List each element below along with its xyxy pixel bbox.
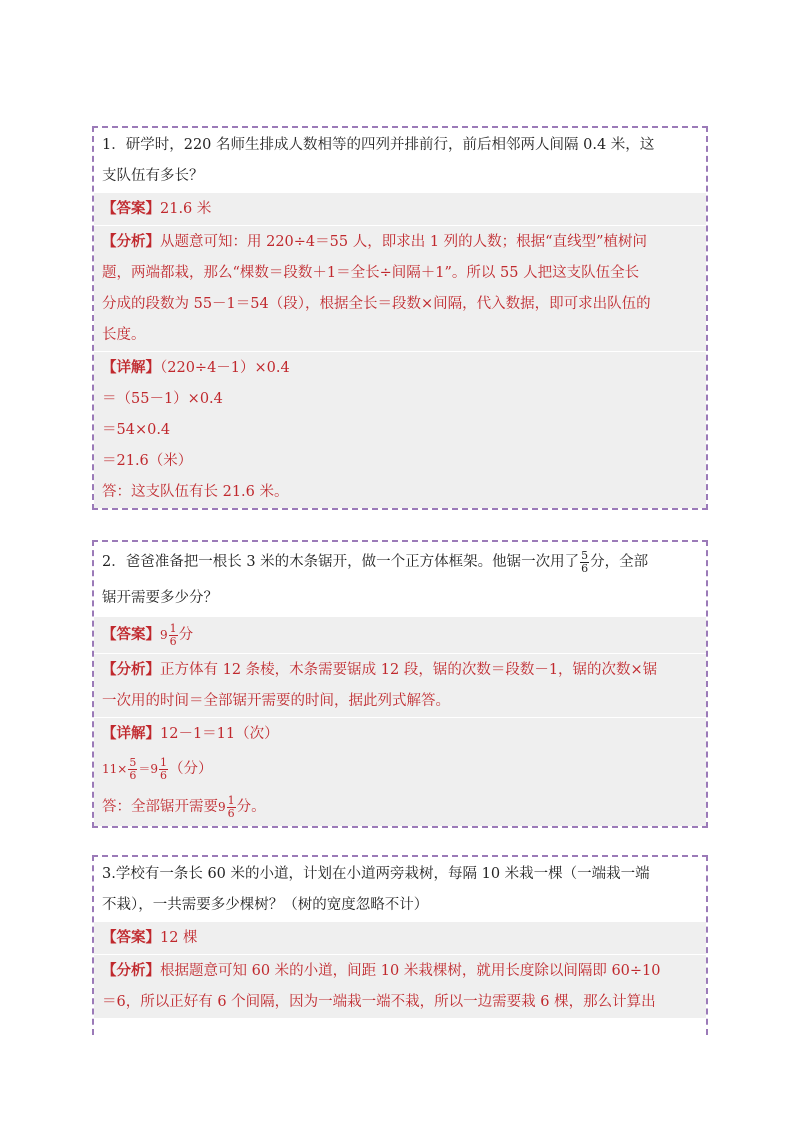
question-3-box	[92, 855, 708, 1035]
q2-answer-whole: 9	[160, 628, 168, 642]
q2-calc-fraction	[128, 757, 137, 782]
q2-answer-unit: 分	[178, 627, 194, 643]
q2-conclusion-whole: 9	[218, 800, 226, 814]
q2-analysis-label: 【分析】	[102, 661, 160, 678]
q3-analysis-label: 【分析】	[102, 962, 160, 979]
q2-question-frac-num: 5	[581, 548, 589, 562]
q2-question-line-1b: 分，全部	[590, 554, 649, 570]
q2-answer-label: 【答案】	[102, 626, 160, 643]
q2-analysis-line-2: 一次用的时间＝全部锯开需要的时间，据此列式解答。	[102, 693, 450, 709]
q2-conclusion-frac-num: 1	[227, 793, 235, 807]
q2-analysis	[94, 653, 706, 717]
q3-question	[94, 857, 706, 921]
q2-conclusion-fraction	[227, 795, 236, 820]
q2-calc-result-num: 1	[159, 755, 167, 769]
q1-conclusion: 答：这支队伍有长 21.6 米。	[102, 484, 289, 500]
q3-answer-label: 【答案】	[102, 929, 160, 946]
q1-answer-label: 【答案】	[102, 200, 160, 217]
q1-question-line-1: 1．研学时，220 名师生排成人数相等的四列并排前行，前后相邻两人间隔 0.4 米，这	[102, 137, 655, 153]
q1-analysis-label: 【分析】	[102, 233, 160, 250]
q1-detail-line-2: ＝（55－1）×0.4	[102, 391, 223, 407]
q2-conclusion-b: 分。	[236, 799, 266, 815]
q2-calc-eq: ＝9	[138, 762, 158, 776]
q2-answer-frac-den: 6	[169, 634, 177, 648]
q2-calc-left: 11×	[102, 762, 128, 776]
q2-calc-frac-num: 5	[129, 755, 137, 769]
q2-conclusion	[102, 788, 698, 826]
q2-answer-frac-num: 1	[169, 621, 177, 635]
q1-detail-label: 【详解】	[102, 359, 160, 376]
q2-calc-result-den: 6	[159, 768, 167, 782]
q2-calc-frac-den: 6	[129, 768, 137, 782]
q1-question-line-2: 支队伍有多长？	[102, 168, 204, 184]
q1-detail-line-4: ＝21.6（米）	[102, 453, 193, 469]
q2-question	[94, 542, 706, 616]
q3-analysis-line-2: ＝6，所以正好有 6 个间隔，因为一端栽一端不栽，所以一边需要栽 6 棵，那么计算出	[102, 994, 656, 1010]
q1-analysis-line-1: 从题意可知：用 220÷4＝55 人，即求出 1 列的人数；根据“直线型”植树问	[160, 234, 647, 250]
q3-question-line-1: 3.学校有一条长 60 米的小道，计划在小道两旁栽树，每隔 10 米栽一棵（一端栽一端	[102, 866, 650, 882]
q3-answer	[94, 921, 706, 954]
q3-analysis-line-1: 根据题意可知 60 米的小道，间距 10 米栽棵树，就用长度除以间隔即 60÷10	[160, 963, 661, 979]
q1-analysis-line-3: 分成的段数为 55－1＝54（段），根据全长＝段数×间隔，代入数据，即可求出队伍的	[102, 296, 651, 312]
q2-calc-line	[102, 750, 698, 788]
q2-calc-result-fraction	[159, 757, 168, 782]
q2-analysis-line-1: 正方体有 12 条棱，木条需要锯成 12 段，锯的次数＝段数－1，锯的次数×锯	[160, 662, 658, 678]
q1-detail-line-3: ＝54×0.4	[102, 422, 171, 438]
q3-analysis	[94, 954, 706, 1018]
q2-detail-line-1: 12－1＝11（次）	[160, 726, 279, 742]
q3-question-line-2: 不栽），一共需要多少棵树？（树的宽度忽略不计）	[102, 897, 429, 913]
q1-detail-line-1: （220÷4－1）×0.4	[160, 360, 290, 376]
q2-question-fraction	[580, 550, 589, 575]
q2-answer	[94, 616, 706, 653]
q3-answer-value: 12 棵	[160, 930, 198, 946]
q1-analysis-line-2: 题，两端都栽，那么“棵数＝段数＋1＝全长÷间隔＋1”。所以 55 人把这支队伍全长	[102, 265, 640, 281]
q1-answer-value: 21.6 米	[160, 201, 212, 217]
q2-answer-fraction	[169, 623, 178, 648]
q2-calc-unit: （分）	[168, 761, 213, 777]
q1-analysis-line-4: 长度。	[102, 327, 146, 343]
q2-question-line-2: 锯开需要多少分？	[102, 590, 218, 606]
q2-conclusion-frac-den: 6	[227, 806, 235, 820]
q2-question-frac-den: 6	[581, 561, 589, 575]
q2-conclusion-a: 答：全部锯开需要	[102, 799, 218, 815]
q2-question-line-1a: 2．爸爸准备把一根长 3 米的木条锯开，做一个正方体框架。他锯一次用了	[102, 554, 580, 570]
q1-analysis	[94, 225, 706, 351]
q2-detail	[94, 717, 706, 826]
question-1-box	[92, 126, 708, 510]
q1-answer	[94, 192, 706, 225]
q2-detail-label: 【详解】	[102, 725, 160, 742]
q1-question	[94, 128, 706, 192]
question-2-box	[92, 540, 708, 828]
q1-detail	[94, 351, 706, 508]
